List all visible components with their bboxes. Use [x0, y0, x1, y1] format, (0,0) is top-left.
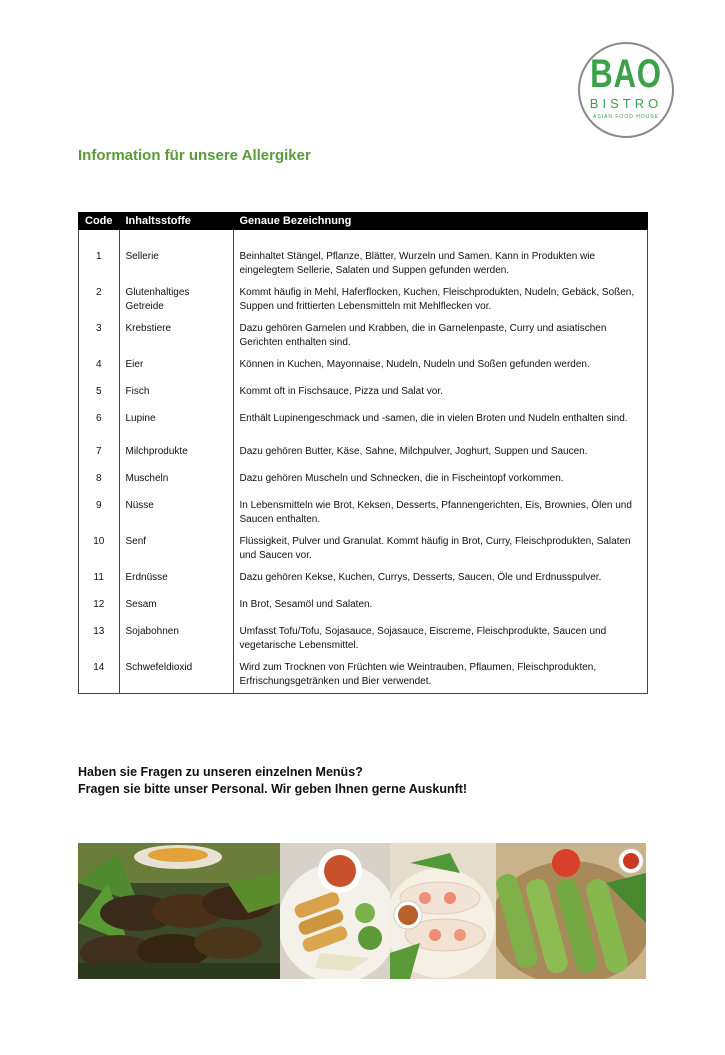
- logo-tagline: ASIAN FOOD HOUSE: [592, 114, 659, 120]
- food-photo-spring-rolls-plate: [280, 843, 390, 979]
- table-row: [79, 567, 648, 594]
- row-description: Kommt oft in Fischsauce, Pizza und Salat vor.: [233, 381, 648, 408]
- row-description: Enthält Lupinengeschmack und -samen, die in vielen Broten und Nudeln enthalten sind.: [233, 408, 648, 441]
- row-code: 2: [79, 282, 120, 318]
- row-description: Umfasst Tofu/Tofu, Sojasauce, Sojasauce, Eiscreme, Fleischprodukte, Saucen und vegetarische Lebensmittel.: [233, 621, 648, 657]
- row-ingredient: Muscheln: [119, 468, 233, 495]
- food-photo-skewers: [496, 843, 646, 979]
- allergen-table: [78, 212, 648, 694]
- row-ingredient: Erdnüsse: [119, 567, 233, 594]
- row-ingredient: Krebstiere: [119, 318, 233, 354]
- footer-line-2: Fragen sie bitte unser Personal. Wir geben Ihnen gerne Auskunft!: [78, 782, 468, 796]
- table-row: [79, 282, 648, 318]
- row-description: Kommt häufig in Mehl, Haferflocken, Kuchen, Fleischprodukten, Nudeln, Gebäck, Soßen, Suppen und frittierten Lebensmitteln mit Mehlflecken vor.: [233, 282, 648, 318]
- table-row: [79, 621, 648, 657]
- logo-brand: BAO: [590, 52, 662, 96]
- row-description: Beinhaltet Stängel, Pflanze, Blätter, Wurzeln und Samen. Kann in Produkten wie eingelegtem Sellerie, Salaten und Suppen gefunden werden.: [233, 246, 648, 282]
- row-description: In Brot, Sesamöl und Salaten.: [233, 594, 648, 621]
- row-description: Dazu gehören Butter, Käse, Sahne, Milchpulver, Joghurt, Suppen und Saucen.: [233, 441, 648, 468]
- table-row: [79, 408, 648, 441]
- table-row: [79, 381, 648, 408]
- row-code: 8: [79, 468, 120, 495]
- row-code: 12: [79, 594, 120, 621]
- row-ingredient: Sojabohnen: [119, 621, 233, 657]
- table-row: [79, 531, 648, 567]
- bao-bistro-logo: [578, 42, 674, 138]
- row-ingredient: Sesam: [119, 594, 233, 621]
- header-ingredient: Inhaltsstoffe: [119, 213, 233, 230]
- row-ingredient: Eier: [119, 354, 233, 381]
- row-code: 1: [79, 246, 120, 282]
- row-code: 4: [79, 354, 120, 381]
- row-ingredient: Sellerie: [119, 246, 233, 282]
- table-row: [79, 468, 648, 495]
- row-code: 3: [79, 318, 120, 354]
- row-ingredient: Nüsse: [119, 495, 233, 531]
- table-row: [79, 594, 648, 621]
- row-code: 13: [79, 621, 120, 657]
- page-title: Information für unsere Allergiker: [78, 147, 311, 164]
- header-description: Genaue Bezeichnung: [233, 213, 648, 230]
- row-code: 5: [79, 381, 120, 408]
- food-photo-summer-rolls: [390, 843, 496, 979]
- row-description: Flüssigkeit, Pulver und Granulat. Kommt häufig in Brot, Curry, Fleischprodukten, Salaten und Saucen vor.: [233, 531, 648, 567]
- row-ingredient: Fisch: [119, 381, 233, 408]
- table-header-row: [79, 213, 648, 230]
- row-ingredient: Milchprodukte: [119, 441, 233, 468]
- table-row: [79, 318, 648, 354]
- row-description: In Lebensmitteln wie Brot, Keksen, Desserts, Pfannengerichten, Eis, Brownies, Ölen und Saucen enthalten.: [233, 495, 648, 531]
- row-ingredient: Senf: [119, 531, 233, 567]
- row-description: Dazu gehören Kekse, Kuchen, Currys, Desserts, Saucen, Öle und Erdnusspulver.: [233, 567, 648, 594]
- footer-line-1: Haben sie Fragen zu unseren einzelnen Menüs?: [78, 765, 363, 779]
- row-ingredient: Lupine: [119, 408, 233, 441]
- row-code: 14: [79, 657, 120, 694]
- table-row: [79, 354, 648, 381]
- row-description: Können in Kuchen, Mayonnaise, Nudeln, Nudeln und Soßen gefunden werden.: [233, 354, 648, 381]
- footer-questions: [78, 764, 467, 798]
- table-spacer: [79, 230, 648, 246]
- food-photo-grilled-rolls: [78, 843, 280, 979]
- row-code: 7: [79, 441, 120, 468]
- row-description: Dazu gehören Muscheln und Schnecken, die in Fischeintopf vorkommen.: [233, 468, 648, 495]
- row-ingredient: Glutenhaltiges Getreide: [119, 282, 233, 318]
- logo-sub: BISTRO: [589, 96, 663, 111]
- row-code: 10: [79, 531, 120, 567]
- table-row: [79, 495, 648, 531]
- row-description: Wird zum Trocknen von Früchten wie Weintrauben, Pflaumen, Fleischprodukten, Erfrischungsgetränken und Bier verwendet.: [233, 657, 648, 694]
- row-description: Dazu gehören Garnelen und Krabben, die in Garnelenpaste, Curry und asiatischen Gerichten enthalten sind.: [233, 318, 648, 354]
- table-row: [79, 441, 648, 468]
- row-code: 6: [79, 408, 120, 441]
- table-row: [79, 657, 648, 694]
- row-ingredient: Schwefeldioxid: [119, 657, 233, 694]
- table-row: [79, 246, 648, 282]
- row-code: 11: [79, 567, 120, 594]
- row-code: 9: [79, 495, 120, 531]
- food-photo-strip: [78, 843, 646, 979]
- header-code: Code: [79, 213, 120, 230]
